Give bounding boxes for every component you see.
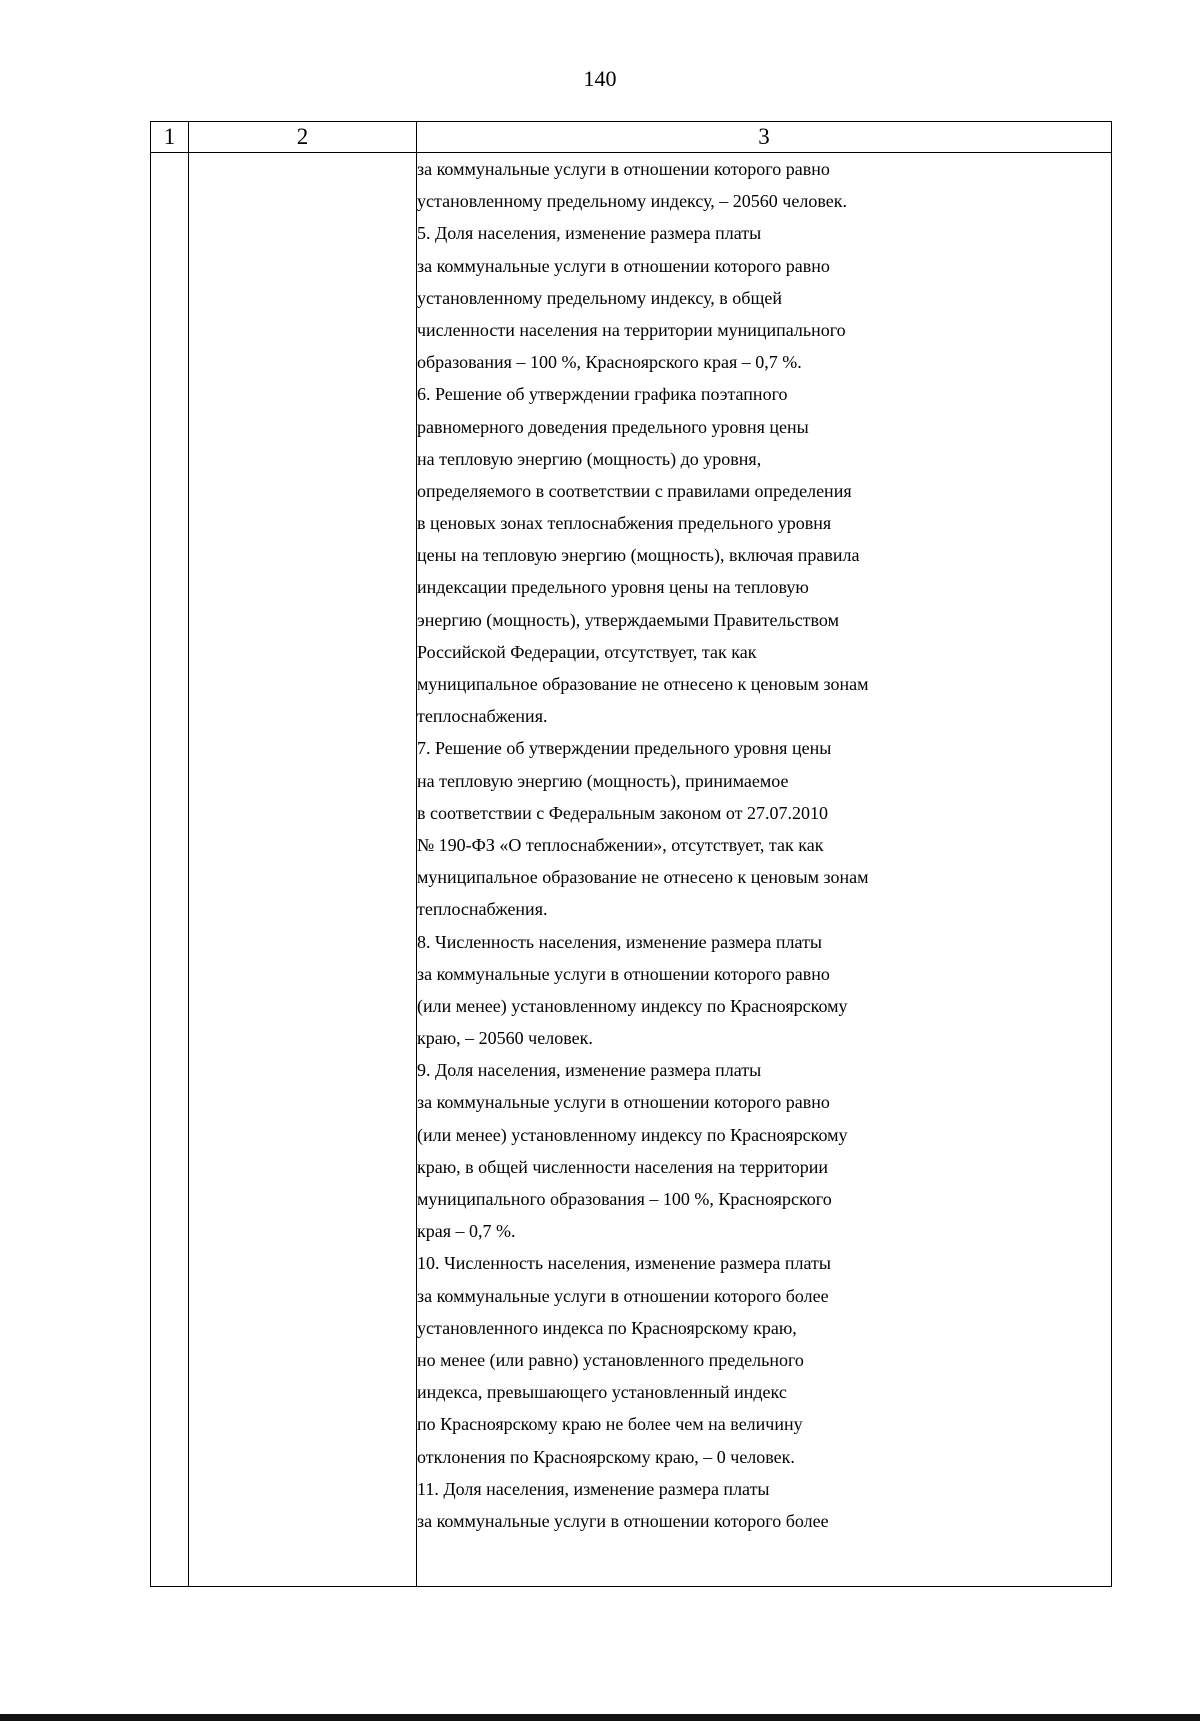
- page-number: 140: [583, 66, 617, 91]
- text-line: муниципальное образование не отнесено к ценовым зонам: [417, 674, 869, 694]
- text-line: 11. Доля населения, изменение размера платы: [417, 1478, 770, 1499]
- text-line: цены на тепловую энергию (мощность), включая правила: [417, 545, 860, 566]
- column-1-cell: [151, 153, 189, 1587]
- text-line: но менее (или равно) установленного предельного: [417, 1349, 804, 1370]
- text-line: в ценовых зонах теплоснабжения предельного уровня: [417, 513, 832, 534]
- text-line: (или менее) установленному индексу по Красноярскому: [417, 1124, 848, 1145]
- text-line: за коммунальные услуги в отношении которого равно: [417, 963, 830, 984]
- table-header-row: [151, 122, 1112, 153]
- text-line: индексации предельного уровня цены на тепловую: [417, 577, 809, 598]
- text-line: 9. Доля населения, изменение размера платы: [417, 1060, 762, 1081]
- text-line: Российской Федерации, отсутствует, так как: [417, 641, 757, 662]
- column-header-3: 3: [417, 122, 1112, 153]
- text-line: за коммунальные услуги в отношении которого более: [417, 1510, 829, 1531]
- column-header-1: 1: [151, 122, 189, 153]
- text-line: края – 0,7 %.: [417, 1221, 516, 1242]
- text-line: теплоснабжения.: [417, 899, 548, 920]
- text-line: установленного индекса по Красноярскому краю,: [417, 1317, 797, 1338]
- text-line: № 190-ФЗ «О теплоснабжении», отсутствует, так как: [417, 834, 824, 855]
- text-line: краю, – 20560 человек.: [417, 1028, 593, 1049]
- text-line: определяемого в соответствии с правилами определения: [417, 480, 852, 501]
- text-line: за коммунальные услуги в отношении которого равно: [417, 1092, 830, 1113]
- column-2-cell: [189, 153, 417, 1587]
- column-header-2: 2: [189, 122, 417, 153]
- text-line: за коммунальные услуги в отношении которого равно: [417, 255, 830, 276]
- text-line: муниципального образования – 100 %, Красноярского: [417, 1189, 832, 1209]
- document-table: [150, 121, 1112, 1587]
- text-line: за коммунальные услуги в отношении которого равно: [417, 159, 830, 179]
- text-line: отклонения по Красноярскому краю, – 0 человек.: [417, 1446, 795, 1467]
- text-line: 5. Доля населения, изменение размера платы: [417, 223, 762, 244]
- column-3-text: [417, 153, 1111, 1537]
- text-line: теплоснабжения.: [417, 706, 548, 727]
- text-line: на тепловую энергию (мощность) до уровня,: [417, 448, 762, 469]
- column-3-cell: [417, 153, 1112, 1587]
- text-line: краю, в общей численности населения на территории: [417, 1156, 829, 1177]
- table-row: [151, 153, 1112, 1587]
- text-line: на тепловую энергию (мощность), принимаемое: [417, 770, 789, 791]
- text-line: 6. Решение об утверждении графика поэтапного: [417, 384, 788, 405]
- text-line: 10. Численность населения, изменение размера платы: [417, 1253, 831, 1274]
- text-line: (или менее) установленному индексу по Красноярскому: [417, 995, 848, 1016]
- text-line: энергию (мощность), утверждаемыми Правительством: [417, 609, 839, 630]
- text-line: 7. Решение об утверждении предельного уровня цены: [417, 738, 832, 759]
- text-line: по Красноярскому краю не более чем на величину: [417, 1414, 803, 1435]
- text-line: равномерного доведения предельного уровня цены: [417, 416, 809, 437]
- text-line: за коммунальные услуги в отношении которого более: [417, 1285, 829, 1306]
- text-line: индекса, превышающего установленный индекс: [417, 1382, 787, 1403]
- scan-bottom-edge: [0, 1714, 1200, 1721]
- text-line: 8. Численность населения, изменение размера платы: [417, 931, 822, 952]
- text-line: в соответствии с Федеральным законом от 27.07.2010: [417, 802, 829, 823]
- text-line: муниципальное образование не отнесено к ценовым зонам: [417, 867, 869, 888]
- text-line: численности населения на территории муниципального: [417, 319, 846, 340]
- text-line: установленному предельному индексу, в общей: [417, 287, 782, 308]
- text-line: установленному предельному индексу, – 20560 человек.: [417, 191, 847, 212]
- text-line: образования – 100 %, Красноярского края – 0,7 %.: [417, 352, 802, 373]
